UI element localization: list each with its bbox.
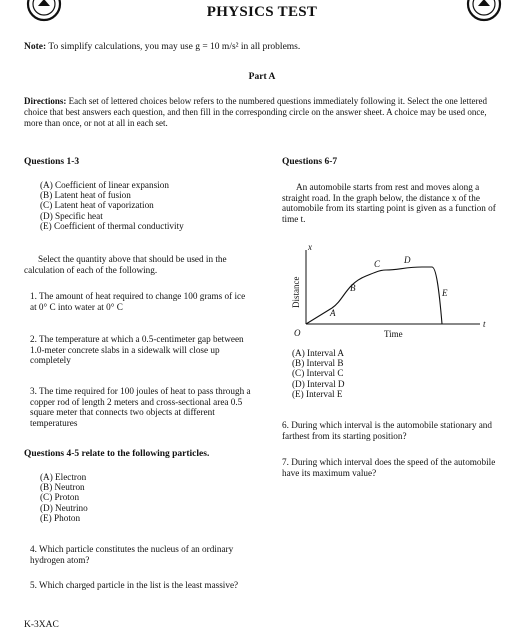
question-6 <box>282 420 504 441</box>
choice-item: (D) Neutrino <box>40 502 88 513</box>
question-number: 1. <box>30 291 37 301</box>
question-number: 2. <box>30 334 37 344</box>
choice-item: (C) Interval C <box>292 368 344 379</box>
question-3 <box>30 386 252 428</box>
note-text: To simplify calculations, you may use g = 10 m/s² in all problems. <box>48 42 301 52</box>
choice-item: (C) Proton <box>40 492 80 503</box>
question-text: The temperature at which a 0.5-centimeter gap between 1.0-meter concrete slabs in a sidewalk will close up completely <box>30 334 244 366</box>
choices-6-7 <box>292 348 442 399</box>
question-number: 7. <box>282 457 289 467</box>
directions-text: Each set of lettered choices below refers to the numbered questions immediately following it. Select the one lettered choice that best answers each question, and then fill in the corresponding circle on the answer sheet. A choice may be used once, more than once, or not at all in each set. <box>24 96 487 128</box>
question-text: The time required for 100 joules of heat to pass through a copper rod of length 2 meters and cross-sectional area 0.5 square meter that connects two objects at different temperatures <box>30 386 251 428</box>
choice-item: (A) Interval A <box>292 348 345 358</box>
choice-item: (B) Latent heat of fusion <box>40 190 131 201</box>
footer-code: K-3XAC <box>24 620 59 630</box>
instruction-1-3: Select the quantity above that should be used in the calculation of each of the following. <box>24 254 227 275</box>
questions-4-5-heading: Questions 4-5 relate to the following particles. <box>24 449 210 459</box>
directions-label: Directions: <box>24 96 67 106</box>
choice-item: (E) Coefficient of thermal conductivity <box>40 220 184 231</box>
origin-label: O <box>294 328 301 338</box>
note <box>24 42 300 52</box>
choices-1-3 <box>40 180 260 231</box>
choice-item: (E) Photon <box>40 512 81 523</box>
question-7 <box>282 457 504 478</box>
choice-item: (D) Specific heat <box>40 210 103 221</box>
question-number: 3. <box>30 386 37 396</box>
distance-time-graph <box>284 240 494 340</box>
choice-item: (E) Interval E <box>292 388 343 399</box>
question-text: During which interval is the automobile stationary and farthest from its starting position? <box>282 420 492 441</box>
segment-label-a: A <box>330 308 336 318</box>
directions <box>24 96 502 128</box>
choice-item: (D) Interval D <box>292 378 345 389</box>
x-axis-label: Time <box>384 329 403 339</box>
question-text: Which charged particle in the list is the least massive? <box>39 580 239 590</box>
question-number: 4. <box>30 544 37 554</box>
graph-intro: An automobile starts from rest and moves along a straight road. In the graph below, the distance x of the automobile from its starting point is given as a function of time t. <box>282 182 496 224</box>
note-label: Note: <box>24 42 47 52</box>
question-number: 5. <box>30 580 37 590</box>
page-title: PHYSICS TEST <box>206 4 318 20</box>
x-axis-letter: t <box>483 319 486 329</box>
segment-label-d: D <box>404 255 411 265</box>
questions-6-7-heading: Questions 6-7 <box>282 157 338 167</box>
questions-1-3-heading: Questions 1-3 <box>24 157 80 167</box>
question-text: Which particle constitutes the nucleus of an ordinary hydrogen atom? <box>30 544 234 565</box>
choice-item: (A) Electron <box>40 472 87 482</box>
y-axis-letter: x <box>308 242 312 252</box>
choice-item: (C) Latent heat of vaporization <box>40 200 154 211</box>
question-4 <box>30 544 252 565</box>
question-number: 6. <box>282 420 289 430</box>
question-1 <box>30 291 252 312</box>
part-heading: Part A <box>248 72 276 82</box>
choice-item: (B) Neutron <box>40 482 85 493</box>
segment-label-c: C <box>374 259 381 269</box>
choice-item: (B) Interval B <box>292 358 344 369</box>
choices-4-5 <box>40 472 240 523</box>
question-2 <box>30 334 252 366</box>
choice-item: (A) Coefficient of linear expansion <box>40 180 169 190</box>
question-5 <box>30 580 252 591</box>
y-axis-label: Distance <box>291 276 301 308</box>
distance-curve <box>306 267 442 324</box>
segment-label-e: E <box>442 288 448 298</box>
question-text: The amount of heat required to change 100 grams of ice at 0° C into water at 0° C <box>30 291 246 312</box>
question-text: During which interval does the speed of the automobile have its maximum value? <box>282 457 496 478</box>
segment-label-b: B <box>350 283 356 293</box>
